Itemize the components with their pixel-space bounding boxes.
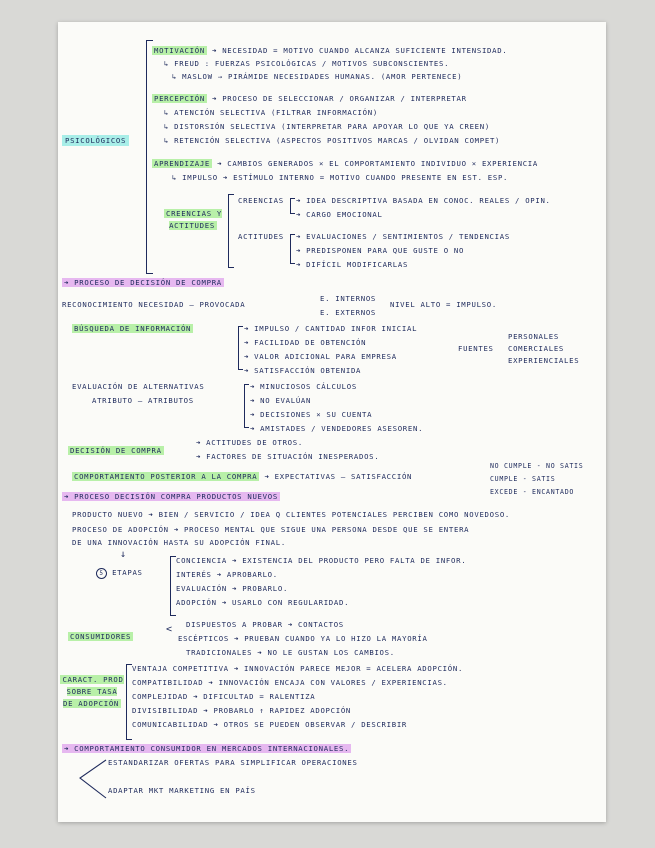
fuentes-item-3: EXPERIENCIALES [508,356,580,365]
down-arrow: ↓ [120,549,127,560]
psico-bracket [146,40,153,274]
consumidores-item-3: TRADICIONALES ➜ NO LE GUSTAN LOS CAMBIOS. [186,648,395,657]
freud-line: ↳ FREUD : FUERZAS PSICOLÓGICAS / MOTIVOS SUBCONSCIENTES. [164,59,450,68]
nuevos-title: ➜ PROCESO DECISIÓN COMPRA PRODUCTOS NUEVOS [64,492,278,501]
caract-item-2: COMPATIBILIDAD ➜ INNOVACIÓN ENCAJA CON VALORES / EXPERIENCIAS. [132,678,448,687]
proceso-title: ➜ PROCESO DE DECISIÓN DE COMPRA [64,278,222,287]
decision-item-2: ➜ FACTORES DE SITUACIÓN INESPERADOS. [196,452,380,461]
consumidores-lt: < [166,624,173,635]
internacional-title: ➜ COMPORTAMIENTO CONSUMIDOR EN MERCADOS INTERNACIONALES. [64,744,350,753]
notes-page [58,22,606,822]
busqueda-item-1: ➜ IMPULSO / CANTIDAD INFOR INICIAL [244,324,418,333]
adopcion-line-2: DE UNA INNOVACIÓN HASTA SU ADOPCIÓN FINAL. [72,538,286,547]
impulso-line: ↳ IMPULSO ➜ ESTÍMULO INTERNO = MOTIVO CUANDO PRESENTE EN EST. ESP. [172,173,509,182]
busqueda-item-3: ➜ VALOR ADICIONAL PARA EMPRESA [244,352,397,361]
posterior-line: COMPORTAMIENTO POSTERIOR A LA COMPRA ➜ EXPECTATIVAS — SATISFACCIÓN [74,472,413,481]
atencion-line: ↳ ATENCIÓN SELECTIVA (FILTRAR INFORMACIÓN) [164,108,378,117]
internacional-item-2: ADAPTAR MKT MARKETING EN PAÍS [108,786,256,795]
evaluacion-item-4: ➜ AMISTADES / VENDEDORES ASESOREN. [250,424,424,433]
atributo-label: ATRIBUTO — ATRIBUTOS [92,396,194,405]
creencias-actitudes-label: CREENCIAS Y ACTITUDES [165,209,223,230]
psico-label: PSICOLÓGICOS [62,136,129,145]
creencias-item-2: ➜ CARGO EMOCIONAL [296,210,383,219]
fuentes-item-2: COMERCIALES [508,344,565,353]
creencias-label: CREENCIAS [238,196,284,205]
decision-line: DECISIÓN DE COMPRA [70,446,162,455]
cumple-item-2: CUMPLE - SATIS [490,475,556,483]
busqueda-line: BÚSQUEDA DE INFORMACIÓN [74,324,192,333]
cumple-item-3: EXCEDE - ENCANTADO [490,488,575,496]
evaluacion-bracket [244,384,249,428]
caract-label: CARACT. PROD SOBRE TASA DE ADOPCIÓN [62,675,124,708]
internacional-bracket [78,756,108,802]
decision-item-1: ➜ ACTITUDES DE OTROS. [196,438,303,447]
etapa-1: CONCIENCIA ➜ EXISTENCIA DEL PRODUCTO PERO FALTA DE INFOR. [176,556,467,565]
reconocimiento-line: RECONOCIMIENTO NECESIDAD — PROVOCADA [62,300,246,309]
maslow-line: ↳ MASLOW → PIRÁMIDE NECESIDADES HUMANAS. (AMOR PERTENECE) [172,72,463,81]
cumple-item-1: NO CUMPLE - NO SATIS [490,462,584,470]
creencias-item-1: ➜ IDEA DESCRIPTIVA BASADA EN CONOC. REALES / OPIN. [296,196,551,205]
actitudes-item-2: ➜ PREDISPONEN PARA QUE GUSTE O NO [296,246,465,255]
percepcion-line: PERCEPCIÓN ➜ PROCESO DE SELECCIONAR / ORGANIZAR / INTERPRETAR [154,94,467,103]
consumidores-label: CONSUMIDORES [70,632,132,641]
aprendizaje-line: APRENDIZAJE ➜ CAMBIOS GENERADOS × EL COMPORTAMIENTO INDIVIDUO × EXPERIENCIA [154,159,538,168]
e-externos: E. EXTERNOS [320,308,377,317]
retencion-line: ↳ RETENCIÓN SELECTIVA (ASPECTOS POSITIVOS MARCAS / OLVIDAN COMPET) [164,136,501,145]
etapas-num: 5 [96,568,107,579]
etapa-3: EVALUACIÓN ➜ PROBARLO. [176,584,289,593]
consumidores-item-2: ESCÉPTICOS ➜ PRUEBAN CUANDO YA LO HIZO LA MAYORÍA [178,634,428,643]
caract-item-3: COMPLEJIDAD ➜ DIFICULTAD = RALENTIZA [132,692,316,701]
adopcion-line-1: PROCESO DE ADOPCIÓN ➜ PROCESO MENTAL QUE SIGUE UNA PERSONA DESDE QUE SE ENTERA [72,525,470,534]
distorsion-line: ↳ DISTORSIÓN SELECTIVA (INTERPRETAR PARA APOYAR LO QUE YA CREEN) [164,122,490,131]
consumidores-item-1: DISPUESTOS A PROBAR ➜ CONTACTOS [186,620,344,629]
etapa-2: INTERÉS ➜ APROBARLO. [176,570,278,579]
e-internos: E. INTERNOS [320,294,377,303]
actitudes-label: ACTITUDES [238,232,284,241]
evaluacion-label: EVALUACIÓN DE ALTERNATIVAS [72,382,205,391]
producto-nuevo: PRODUCTO NUEVO ➜ BIEN / SERVICIO / IDEA Q CLIENTES POTENCIALES PERCIBEN COMO NOVEDOSO. [72,510,511,519]
actitudes-item-3: ➜ DIFÍCIL MODIFICARLAS [296,260,409,269]
evaluacion-item-1: ➜ MINUCIOSOS CÁLCULOS [250,382,357,391]
creencias-sub-bracket [290,198,295,214]
busqueda-bracket [238,326,243,370]
caract-item-5: COMUNICABILIDAD ➜ OTROS SE PUEDEN OBSERVAR / DESCRIBIR [132,720,408,729]
etapas-label: 5 ETAPAS [96,568,143,579]
etapa-4: ADOPCIÓN ➜ USARLO CON REGULARIDAD. [176,598,350,607]
fuentes-label: FUENTES [458,344,494,353]
evaluacion-item-3: ➜ DECISIONES × SU CUENTA [250,410,373,419]
caract-item-1: VENTAJA COMPETITIVA ➜ INNOVACIÓN PARECE MEJOR = ACELERA ADOPCIÓN. [132,664,464,673]
fuentes-item-1: PERSONALES [508,332,559,341]
caract-item-4: DIVISIBILIDAD ➜ PROBARLO ↑ RAPIDEZ ADOPCIÓN [132,706,352,715]
actitudes-item-1: ➜ EVALUACIONES / SENTIMIENTOS / TENDENCIAS [296,232,510,241]
nivel-alto: NIVEL ALTO = IMPULSO. [390,300,497,309]
creencias-bracket [228,194,234,268]
evaluacion-item-2: ➜ NO EVALÚAN [250,396,312,405]
busqueda-item-4: ➜ SATISFACCIÓN OBTENIDA [244,366,362,375]
actitudes-sub-bracket [290,234,295,264]
busqueda-item-2: ➜ FACILIDAD DE OBTENCIÓN [244,338,367,347]
internacional-item-1: ESTANDARIZAR OFERTAS PARA SIMPLIFICAR OPERACIONES [108,758,358,767]
motivacion-line: MOTIVACIÓN ➜ NECESIDAD = MOTIVO CUANDO ALCANZA SUFICIENTE INTENSIDAD. [154,46,508,55]
